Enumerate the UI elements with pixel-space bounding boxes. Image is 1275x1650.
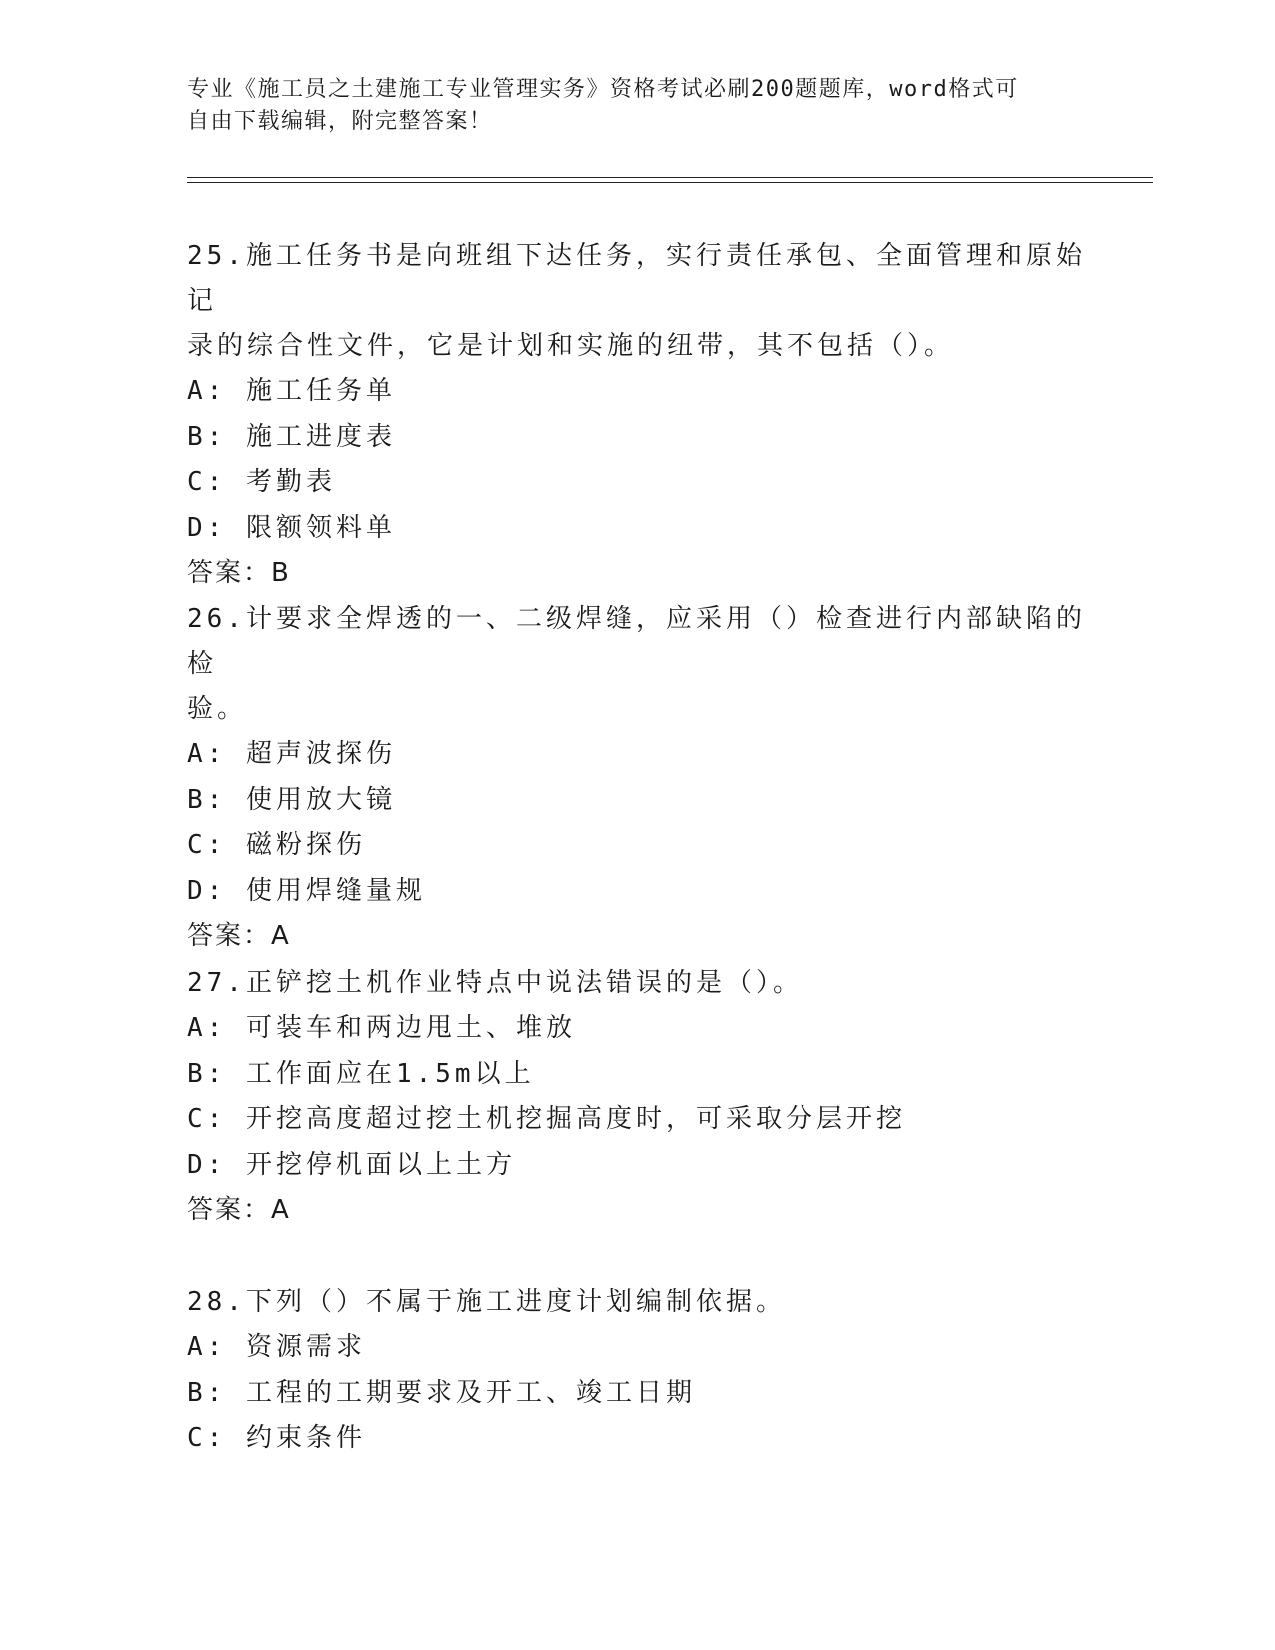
option-a: A: 施工任务单 (187, 376, 396, 406)
option-c: C: 开挖高度超过挖土机挖掘高度时，可采取分层开挖 (187, 1104, 906, 1134)
question-26 (187, 597, 1087, 959)
option-b: B: 工程的工期要求及开工、竣工日期 (187, 1377, 696, 1408)
option-a: A: 资源需求 (187, 1332, 366, 1362)
option-a: A: 超声波探伤 (187, 739, 396, 769)
option-b: B: 使用放大镜 (187, 784, 396, 815)
option-b: B: 施工进度表 (187, 421, 396, 452)
option-c: C: 约束条件 (187, 1423, 366, 1453)
header-divider-bottom (187, 182, 1153, 183)
question-stem-line: 27.正铲挖土机作业特点中说法错误的是（）。 (187, 968, 803, 998)
question-stem-line: 验。 (187, 694, 248, 724)
option-d: D: 使用焊缝量规 (187, 875, 426, 906)
question-25 (187, 234, 1087, 596)
option-c: C: 考勤表 (187, 467, 336, 497)
question-27 (187, 961, 1087, 1233)
document-header (187, 74, 1077, 138)
answer: 答案：A (187, 1195, 291, 1225)
question-stem-line: 25.施工任务书是向班组下达任务，实行责任承包、全面管理和原始记 (187, 241, 1086, 316)
question-28 (187, 1280, 1087, 1462)
option-a: A: 可装车和两边甩土、堆放 (187, 1013, 576, 1043)
question-stem-line: 26.计要求全焊透的一、二级焊缝，应采用（）检查进行内部缺陷的检 (187, 604, 1086, 679)
question-stem-line: 28.下列（）不属于施工进度计划编制依据。 (187, 1287, 786, 1317)
header-line-2: 自由下载编辑，附完整答案！ (187, 109, 493, 134)
answer: 答案：B (187, 558, 291, 588)
header-line-1: 专业《施工员之土建施工专业管理实务》资格考试必刷200题题库，word格式可 (187, 77, 1019, 102)
option-d: D: 限额领料单 (187, 512, 396, 543)
header-divider-top (187, 177, 1153, 178)
question-stem-line: 录的综合性文件，它是计划和实施的纽带，其不包括（）。 (187, 331, 955, 361)
option-d: D: 开挖停机面以上土方 (187, 1149, 516, 1180)
option-c: C: 磁粉探伤 (187, 830, 366, 860)
answer: 答案：A (187, 921, 291, 951)
option-b: B: 工作面应在1.5m以上 (187, 1058, 535, 1089)
